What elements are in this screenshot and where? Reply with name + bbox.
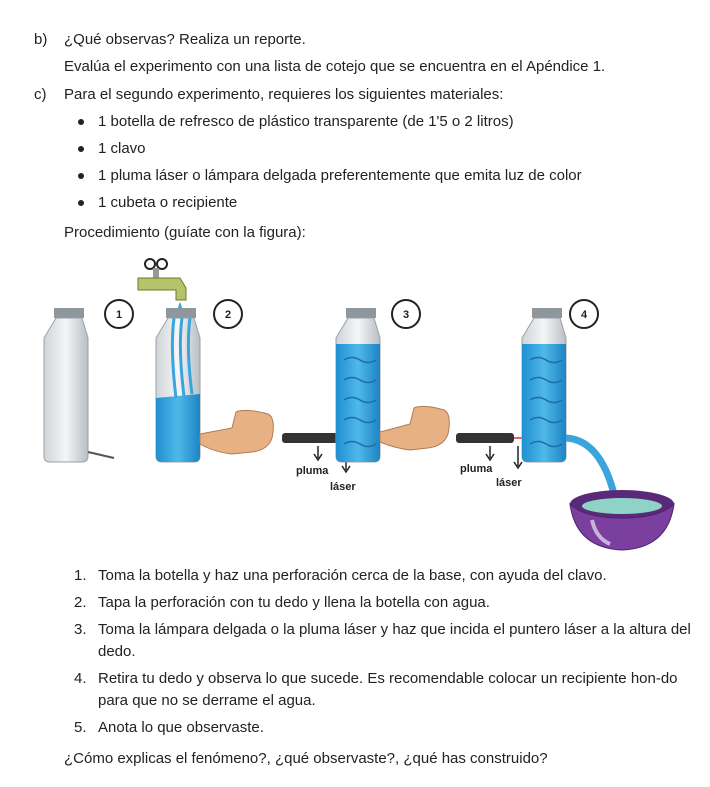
- section-b-question: ¿Qué observas? Realiza un reporte.: [64, 31, 306, 48]
- laser-pen-right: [456, 433, 528, 489]
- step-number: 3: [402, 309, 410, 321]
- step-circle-2: [214, 300, 242, 328]
- step-text: Retira tu dedo y observa lo que sucede. Es recomendable colocar un recipiente hon-do para que no se derrame el agua.: [98, 670, 678, 709]
- step-text: Anota lo que observaste.: [98, 719, 264, 736]
- pluma-label-left: pluma: [296, 465, 329, 477]
- step-text: Toma la lámpara delgada o la pluma láser y haz que incida el puntero láser a la altura del dedo.: [98, 621, 691, 660]
- step-num: 4.: [74, 670, 87, 687]
- section-c-marker: c): [34, 86, 47, 103]
- materials-list: [76, 112, 582, 220]
- procedure-label: Procedimiento (guíate con la figura):: [64, 224, 306, 241]
- nail-icon: [88, 452, 114, 458]
- bowl-icon: [570, 490, 674, 550]
- hand-icon: [200, 410, 273, 454]
- bottle-3: [336, 308, 380, 462]
- section-b-marker: b): [34, 31, 48, 48]
- step-num: 5.: [74, 719, 87, 736]
- step-item: [74, 592, 694, 614]
- step-text: Toma la botella y haz una perforación cerca de la base, con ayuda del clavo.: [98, 567, 607, 584]
- bottle-1: [44, 308, 114, 462]
- step-circle-1: [105, 300, 133, 328]
- step-item: [74, 565, 694, 587]
- step-num: 2.: [74, 594, 87, 611]
- procedure-steps: [74, 565, 694, 744]
- material-item: 1 botella de refresco de plástico transparente (de 1'5 o 2 litros): [76, 112, 582, 139]
- step-number: 4: [580, 309, 588, 321]
- tap-icon: [138, 259, 186, 314]
- hand-icon: [380, 406, 449, 450]
- step-number: 1: [115, 309, 123, 321]
- step-number: 2: [224, 309, 232, 321]
- step-num: 1.: [74, 567, 87, 584]
- experiment-figure: [0, 248, 710, 558]
- step-circle-4: [570, 300, 598, 328]
- material-item: 1 pluma láser o lámpara delgada preferentemente que emita luz de color: [76, 166, 582, 193]
- closing-question: ¿Cómo explicas el fenómeno?, ¿qué observaste?, ¿qué has construido?: [64, 750, 548, 767]
- step-num: 3.: [74, 621, 87, 638]
- step-text: Tapa la perforación con tu dedo y llena la botella con agua.: [98, 594, 490, 611]
- step-item: [74, 717, 694, 739]
- step-item: [74, 619, 694, 663]
- section-b-note: Evalúa el experimento con una lista de cotejo que se encuentra en el Apéndice 1.: [64, 58, 606, 75]
- bottle-2: [156, 308, 200, 462]
- pluma-label-right: pluma: [460, 463, 493, 475]
- water-stream: [566, 438, 614, 494]
- bottle-4: [522, 308, 614, 494]
- step-item: [74, 668, 694, 712]
- laser-label-right: láser: [496, 477, 522, 489]
- section-c-intro: Para el segundo experimento, requieres los siguientes materiales:: [64, 86, 504, 103]
- material-item: 1 clavo: [76, 139, 582, 166]
- step-circle-3: [392, 300, 420, 328]
- laser-label-left: láser: [330, 481, 356, 493]
- material-item: 1 cubeta o recipiente: [76, 193, 582, 220]
